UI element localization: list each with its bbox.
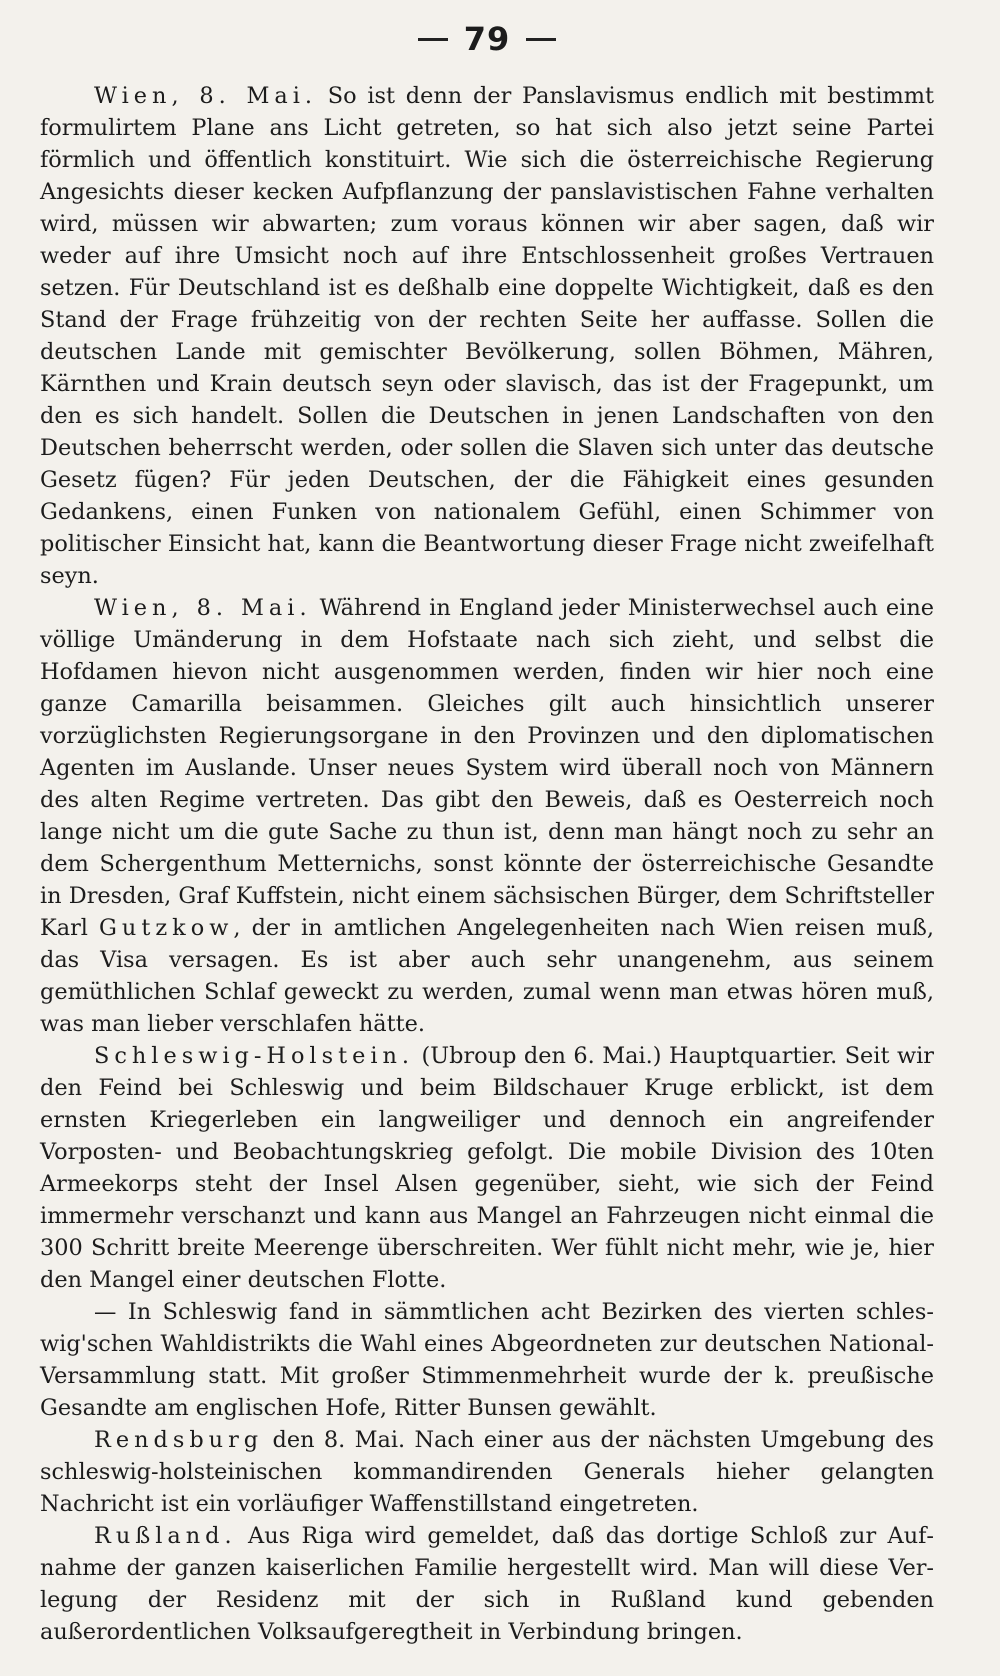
- article-dateline: Rußland.: [94, 1523, 237, 1549]
- article-dateline: Wien, 8. Mai.: [94, 83, 318, 109]
- article-dateline: Schleswig-Holstein.: [94, 1043, 415, 1069]
- article-text: den 8. Mai. Nach einer aus der nächsten Umgebung des schleswig-holsteinischen kommandirenden Generals hieher gelangten Nachricht ist ein vorläufiger Waffenstillstand eingetreten.: [40, 1427, 934, 1517]
- person-name: Gutzkow: [99, 915, 234, 941]
- header-rule-right: [526, 38, 556, 41]
- article-schleswig-wahl: [40, 1296, 934, 1424]
- article-text: (Ubroup den 6. Mai.) Hauptquartier. Seit wir den Feind bei Schleswig und beim Bildschauer Kruge erblickt, ist dem ernsten Kriegerleben ein langweiliger und dennoch ein angreifender Vorposten- und Beobachtungskrieg gefolgt. Die mobile Division des 10ten Armeekorps steht der Insel Alsen gegenüber, sieht, wie sich der Feind immermehr verschanzt und kann aus Mangel an Fahrzeugen nicht einmal die 300 Schritt breite Meerenge überschreiten. Wer fühlt nicht mehr, wie je, hier den Mangel einer deutschen Flotte.: [40, 1043, 934, 1293]
- article-rendsburg: [40, 1424, 934, 1520]
- article-text: Während in England jeder Ministerwechsel auch eine völlige Umänderung in dem Hofstaate nach sich zieht, und selbst die Hofdamen hievon nicht ausgenommen werden, finden wir hier noch eine ganze Camarilla beisammen. Gleiches gilt auch hinsichtlich unserer vorzüglichsten Regierungsorgane in den Provinzen und den diplomatischen Agenten im Auslande. Unser neues System wird überall noch von Männern des alten Regime vertreten. Das gibt den Beweis, daß es Oesterreich noch lange nicht um die gute Sache zu thun ist, denn man hängt noch zu sehr an dem Schergenthum Metternichs, sonst könnte der österreichische Gesandte in Dresden, Graf Kuffstein, nicht einem sächsischen Bürger, dem Schriftsteller Karl: [40, 595, 934, 941]
- article-text: Aus Riga wird gemeldet, daß das dortige Schloß zur Aufnahme der ganzen kaiserlichen Familie hergestellt wird. Man will diese Verlegung der Residenz mit der sich in Rußland kund gebenden außerordentlichen Volksaufgeregtheit in Verbindung bringen.: [40, 1523, 934, 1645]
- article-wien-camarilla: [40, 592, 934, 1040]
- article-schleswig-holstein: [40, 1040, 934, 1296]
- article-text: So ist denn der Panslavismus endlich mit bestimmt formulirtem Plane ans Licht getreten, so hat sich also jetzt seine Partei förmlich und öffentlich konstituirt. Wie sich die österreichische Regierung Angesichts dieser kecken Aufpflanzung der panslavistischen Fahne verhalten wird, müssen wir abwarten; zum voraus können wir aber sagen, daß wir weder auf ihre Umsicht noch auf ihre Entschlossenheit großes Vertrauen setzen. Für Deutschland ist es deßhalb eine doppelte Wichtigkeit, daß es den Stand der Frage frühzeitig von der rechten Seite her auffasse. Sollen die deutschen Lande mit gemischter Bevölkerung, sollen Böhmen, Mähren, Kärnthen und Krain deutsch seyn oder slavisch, das ist der Fragepunkt, um den es sich handelt. Sollen die Deutschen in jenen Landschaften von den Deutschen beherrscht werden, oder sollen die Slaven sich unter das deutsche Gesetz fügen? Für jeden Deutschen, der die Fähigkeit eines gesunden Gedankens, einen Funken von nationalem Gefühl, einen Schimmer von politischer Einsicht hat, kann die Beantwortung dieser Frage nicht zweifelhaft seyn.: [40, 83, 934, 589]
- page-number: 79: [463, 20, 511, 58]
- page-header: [40, 18, 934, 60]
- article-wien-panslavismus: [40, 80, 934, 592]
- article-text: — In Schleswig fand in sämmtlichen acht Bezirken des vierten schleswig'schen Wahldistrikts die Wahl eines Abgeordneten zur deutschen National-Versammlung statt. Mit großer Stimmenmehrheit wurde der k. preußische Gesandte am englischen Hofe, Ritter Bunsen gewählt.: [40, 1299, 934, 1421]
- header-rule-left: [418, 38, 448, 41]
- article-text-continued: , der in amtlichen Angelegenheiten nach Wien reisen muß, das Visa versagen. Es ist aber auch sehr unangenehm, aus seinem gemüthlichen Schlaf geweckt zu werden, zumal wenn man etwas hören muß, was man lieber verschlafen hätte.: [40, 915, 934, 1037]
- article-body: [40, 80, 934, 1648]
- article-dateline: Wien, 8. Mai.: [94, 595, 312, 621]
- article-dateline: Rendsburg: [94, 1427, 264, 1453]
- article-russland: [40, 1520, 934, 1648]
